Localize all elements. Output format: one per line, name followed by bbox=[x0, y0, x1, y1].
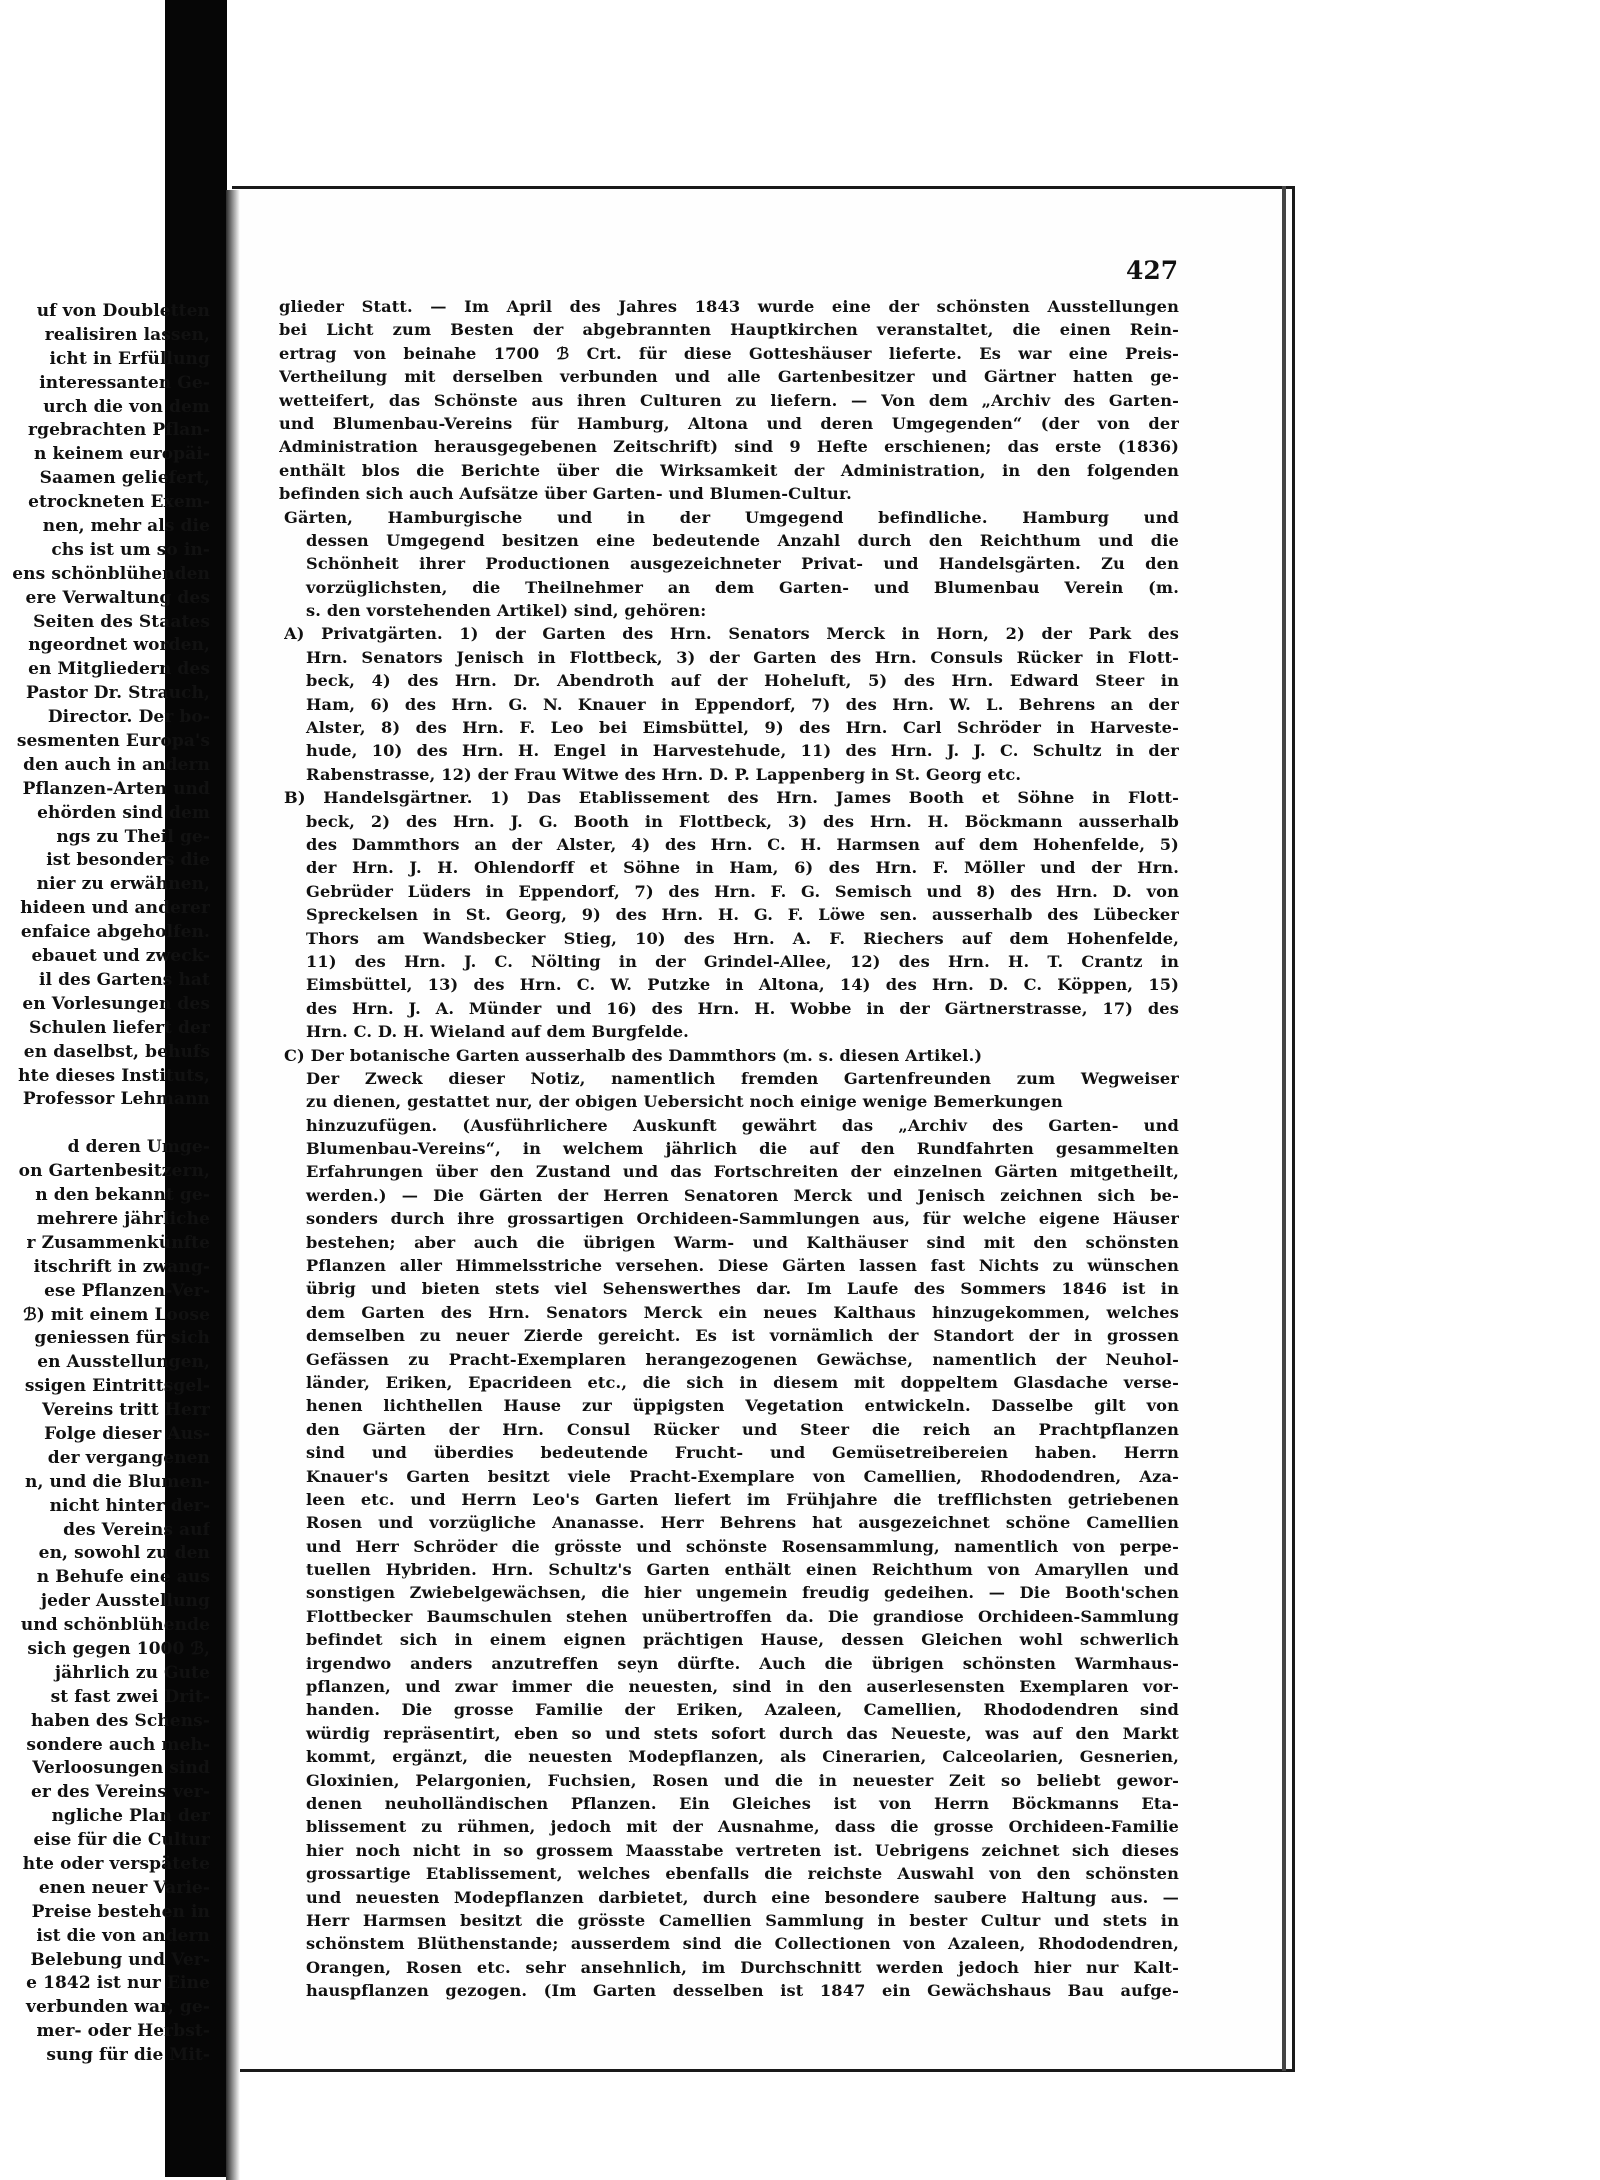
left-page-line: ngeordnet worden, bbox=[28, 635, 210, 656]
left-page-line: realisiren lassen, bbox=[44, 324, 210, 345]
left-page-line: Director. Der bo- bbox=[47, 707, 210, 728]
text-line: C) Der botanische Garten ausserhalb des Dammthors (m. s. diesen Artikel.) bbox=[284, 1045, 983, 1065]
text-line: hude, 10) des Hrn. H. Engel in Harvestehude, 11) des Hrn. J. J. C. Schultz in der bbox=[306, 741, 1179, 761]
text-line: befindet sich in einem eignen prächtigen Hause, dessen Gleichen wohl schwerlich bbox=[306, 1630, 1179, 1650]
text-line: Gebrüder Lüders in Eppendorf, 7) des Hrn. F. G. Semisch und 8) des Hrn. D. von bbox=[306, 881, 1179, 901]
text-line: schönstem Blüthenstande; ausserdem sind die Collectionen von Azaleen, Rhododendren, bbox=[306, 1934, 1179, 1954]
text-line: Ham, 6) des Hrn. G. N. Knauer in Eppendorf, 7) des Hrn. W. L. Behrens an der bbox=[306, 694, 1179, 714]
text-line: Gloxinien, Pelargonien, Fuchsien, Rosen und die in neuester Zeit so beliebt gewor- bbox=[306, 1770, 1179, 1790]
left-page-line: uf von Doubletten bbox=[36, 301, 210, 321]
left-page-line: n Behufe eine aus bbox=[36, 1567, 210, 1588]
text-line: ertrag von beinahe 1700 ℬ Crt. für diese Gotteshäuser lieferte. Es war eine Preis- bbox=[279, 343, 1179, 363]
text-line: Pflanzen aller Himmelsstriche versehen. Diese Gärten lassen fast Nichts zu wünschen bbox=[306, 1256, 1179, 1276]
text-line: Hrn. C. D. H. Wieland auf dem Burgfelde. bbox=[306, 1022, 689, 1042]
text-line: beck, 2) des Hrn. J. G. Booth in Flottbeck, 3) des Hrn. H. Böckmann ausserhalb bbox=[306, 811, 1179, 831]
text-line: Herr Harmsen besitzt die grösste Camellien Sammlung in bester Cultur und stets in bbox=[306, 1910, 1179, 1930]
left-page-line: haben des Schens- bbox=[30, 1710, 210, 1731]
text-line: Flottbecker Baumschulen stehen unübertroffen da. Die grandiose Orchideen-Sammlung bbox=[306, 1606, 1179, 1626]
text-line: Gefässen zu Pracht-Exemplaren herangezogenen Gewächse, namentlich der Neuhol- bbox=[306, 1349, 1179, 1369]
left-page-line: Vereins tritt Herr bbox=[41, 1400, 210, 1421]
left-page-line: n, und die Blumen- bbox=[24, 1471, 210, 1492]
text-line: Der Zweck dieser Notiz, namentlich fremden Gartenfreunden zum Wegweiser bbox=[306, 1068, 1179, 1088]
text-line: blissement zu rühmen, jedoch mit der Ausnahme, dass die grosse Orchideen-Familie bbox=[306, 1817, 1179, 1837]
text-line: denen neuholländischen Pflanzen. Ein Gleiches ist von Herrn Böckmanns Eta- bbox=[306, 1794, 1179, 1813]
left-page-line: ngs zu Theil ge- bbox=[56, 826, 210, 847]
text-line: werden.) — Die Gärten der Herren Senatoren Merck und Jenisch zeichnen sich be- bbox=[306, 1185, 1179, 1205]
paragraph-gap bbox=[0, 1112, 210, 1136]
text-line: und Herr Schröder die grösste und schönste Rosensammlung, namentlich von perpe- bbox=[306, 1536, 1179, 1556]
left-page-line: Seiten des Staates bbox=[33, 611, 210, 632]
left-page-line: mer- oder Herbst- bbox=[36, 2021, 210, 2042]
page-edge bbox=[1282, 186, 1286, 2071]
text-line: Blumenbau-Vereins“, in welchem jährlich die auf den Rundfahrten gesammelten bbox=[306, 1139, 1179, 1159]
left-page-line: ebauet und zweck- bbox=[31, 946, 210, 967]
left-page-line: en, sowohl zu den bbox=[38, 1543, 210, 1564]
text-line: sind und überdies bedeutende Frucht- und Gemüsetreibereien haben. Herrn bbox=[306, 1443, 1179, 1463]
left-page-line: er des Vereins ver- bbox=[30, 1782, 210, 1803]
left-page-line: en Mitgliedern des bbox=[28, 659, 210, 680]
left-page-line: Schulen liefert der bbox=[28, 1017, 210, 1038]
text-line: Hrn. Senators Jenisch in Flottbeck, 3) der Garten des Hrn. Consuls Rücker in Flott- bbox=[306, 647, 1179, 667]
text-line: vorzüglichsten, die Theilnehmer an dem Garten- und Blumenbau Verein (m. bbox=[306, 577, 1179, 597]
text-line: übrig und bieten stets viel Sehenswerthes dar. Im Laufe des Sommers 1846 ist in bbox=[306, 1279, 1179, 1299]
left-page bbox=[0, 200, 210, 2170]
left-page-line: enen neuer Varie- bbox=[38, 1877, 210, 1898]
left-page-line: hte oder verspätete bbox=[22, 1854, 210, 1874]
text-line: Rosen und vorzügliche Ananasse. Herr Behrens hat ausgezeichnet schöne Camellien bbox=[306, 1513, 1179, 1533]
left-page-line: chs ist um so in- bbox=[51, 539, 210, 560]
text-line: handen. Die grosse Familie der Eriken, Azaleen, Camellien, Rhododendren sind bbox=[306, 1700, 1179, 1720]
page-number: 427 bbox=[1126, 256, 1179, 285]
text-line: länder, Eriken, Epacrideen etc., die sich in diesem mit doppeltem Glasdache verse- bbox=[306, 1372, 1179, 1392]
text-line: Gärten, Hamburgische und in der Umgegend befindliche. Hamburg und bbox=[284, 507, 1179, 527]
left-page-line: nier zu erwähnen, bbox=[36, 874, 210, 895]
left-page-line: Belebung und Ver- bbox=[30, 1949, 210, 1970]
left-page-line: sich gegen 1000 ℬ, bbox=[27, 1638, 210, 1659]
text-line: hinzuzufügen. (Ausführlichere Auskunft gewährt das „Archiv des Garten- und bbox=[306, 1115, 1179, 1135]
text-line: der Hrn. J. H. Ohlendorff et Söhne in Ham, 6) des Hrn. F. Möller und der Hrn. bbox=[306, 858, 1179, 878]
text-line: kommt, ergänzt, die neuesten Modepflanzen, als Cinerarien, Calceolarien, Gesnerien, bbox=[306, 1747, 1179, 1767]
text-line: bestehen; aber auch die übrigen Warm- und Kalthäuser sind mit den schönsten bbox=[306, 1232, 1179, 1252]
left-page-text bbox=[0, 300, 210, 2068]
left-page-line: rgebrachten Pflan- bbox=[28, 420, 210, 441]
left-page-line: en daselbst, behufs bbox=[23, 1041, 210, 1062]
text-line: Orangen, Rosen etc. sehr ansehnlich, im Durchschnitt werden jedoch hier nur Kalt- bbox=[306, 1957, 1179, 1977]
text-line: Rabenstrasse, 12) der Frau Witwe des Hrn. D. P. Lappenberg in St. Georg etc. bbox=[306, 764, 1022, 784]
left-page-line: hideen und anderer bbox=[20, 898, 210, 919]
left-page-line: der vergangenen bbox=[47, 1447, 210, 1468]
left-page-line: ere Verwaltung des bbox=[25, 587, 210, 608]
left-page-line: en Vorlesungen des bbox=[22, 993, 210, 1014]
left-page-line: ℬ) mit einem Loose bbox=[23, 1304, 210, 1325]
left-page-line: urch die von dem bbox=[43, 396, 210, 417]
left-page-line: etrockneten Exem- bbox=[28, 492, 210, 513]
text-line: Spreckelsen in St. Georg, 9) des Hrn. H. G. F. Löwe sen. ausserhalb des Lübecker bbox=[306, 905, 1179, 925]
text-line: Eimsbüttel, 13) des Hrn. C. W. Putzke in Altona, 14) des Hrn. D. C. Köppen, 15) bbox=[306, 975, 1179, 995]
left-page-line: Preise bestehen in bbox=[31, 1901, 210, 1922]
left-page-line: hte dieses Instituts, bbox=[18, 1065, 210, 1086]
left-page-line: ngliche Plan der bbox=[51, 1806, 210, 1827]
left-page-line: ens schönblühenden bbox=[12, 563, 210, 584]
main-text-column bbox=[279, 295, 1179, 2003]
left-page-line: Professor Lehmann bbox=[22, 1089, 210, 1110]
left-page-line: verbunden war, ge- bbox=[25, 1997, 210, 2018]
left-page-line: des Vereins auf bbox=[63, 1519, 210, 1540]
text-line: B) Handelsgärtner. 1) Das Etablissement des Hrn. James Booth et Söhne in Flott- bbox=[284, 788, 1179, 808]
text-line: und Blumenbau-Vereins für Hamburg, Altona und deren Umgegenden“ (der von der bbox=[279, 413, 1179, 433]
left-page-line: sondere auch meh- bbox=[26, 1734, 210, 1755]
text-line: würdig repräsentirt, eben so und stets sofort durch das Neueste, was auf den Markt bbox=[306, 1723, 1179, 1743]
text-line: wetteifert, das Schönste aus ihren Culturen zu liefern. — Von dem „Archiv des Garten- bbox=[279, 390, 1179, 410]
text-line: den Gärten der Hrn. Consul Rücker und Steer die reich an Prachtpflanzen bbox=[306, 1419, 1179, 1439]
text-line: sonders durch ihre grossartigen Orchideen-Sammlungen aus, für welche eigene Häuser bbox=[306, 1209, 1179, 1229]
left-page-line: und schönblühende bbox=[20, 1615, 210, 1636]
left-page-line: Pflanzen-Arten und bbox=[22, 778, 210, 799]
text-line: zu dienen, gestattet nur, der obigen Uebersicht noch einige wenige Bemerkungen bbox=[306, 1092, 1063, 1112]
left-page-line: nicht hinter der- bbox=[49, 1495, 210, 1516]
text-line: Thors am Wandsbecker Stieg, 10) des Hrn. A. F. Riechers auf dem Hohenfelde, bbox=[306, 928, 1179, 948]
left-page-line: jährlich zu Gute bbox=[54, 1662, 210, 1683]
left-page-line: Pastor Dr. Strauch, bbox=[26, 683, 210, 704]
text-line: bei Licht zum Besten der abgebrannten Hauptkirchen veranstaltet, die einen Rein- bbox=[279, 320, 1179, 340]
text-line: s. den vorstehenden Artikel) sind, gehören: bbox=[306, 601, 707, 621]
left-page-line: il des Gartens hat bbox=[38, 969, 210, 990]
left-page-line: geniessen für sich bbox=[34, 1328, 210, 1349]
left-page-line: ist besonders die bbox=[46, 850, 210, 871]
left-page-line: itschrift in zwang- bbox=[33, 1256, 210, 1277]
text-line: Schönheit ihrer Productionen ausgezeichneter Privat- und Handelsgärten. Zu den bbox=[306, 554, 1179, 574]
text-line: Alster, 8) des Hrn. F. Leo bei Eimsbüttel, 9) des Hrn. Carl Schröder in Harveste- bbox=[306, 718, 1179, 738]
left-page-line: on Gartenbesitzern, bbox=[18, 1161, 210, 1182]
text-line: Vertheilung mit derselben verbunden und alle Gartenbesitzer und Gärtner hatten ge- bbox=[279, 367, 1179, 387]
gutter-shadow bbox=[226, 190, 240, 2180]
left-page-line: en Ausstellungen, bbox=[37, 1352, 210, 1373]
left-page-line: e 1842 ist nur Eine bbox=[26, 1973, 210, 1994]
left-page-line: mehrere jährliche bbox=[36, 1208, 210, 1229]
left-page-line: den auch in andern bbox=[23, 754, 210, 775]
text-line: befinden sich auch Aufsätze über Garten- und Blumen-Cultur. bbox=[279, 484, 852, 504]
left-page-line: ist die von andern bbox=[36, 1925, 210, 1946]
text-line: des Hrn. J. A. Münder und 16) des Hrn. H. Wobbe in der Gärtnerstrasse, 17) des bbox=[306, 998, 1179, 1018]
left-page-line: jeder Ausstellung bbox=[40, 1591, 210, 1612]
left-page-line: Folge dieser Aus- bbox=[44, 1423, 210, 1444]
text-line: 11) des Hrn. J. C. Nölting in der Grindel-Allee, 12) des Hrn. H. T. Crantz in bbox=[306, 951, 1179, 971]
left-page-line: ssigen Eintrittsgel- bbox=[24, 1376, 210, 1397]
text-line: des Dammthors an der Alster, 4) des Hrn. C. H. Harmsen auf dem Hohenfelde, 5) bbox=[306, 834, 1179, 854]
text-line: Knauer's Garten besitzt viele Pracht-Exemplare von Camellien, Rhododendren, Aza- bbox=[306, 1466, 1179, 1486]
text-line: Erfahrungen über den Zustand und das Fortschreiten der einzelnen Gärten mitgetheilt, bbox=[306, 1162, 1179, 1182]
text-line: hier noch nicht in so grossem Maasstabe vertreten ist. Uebrigens zeichnet sich dieses bbox=[306, 1840, 1179, 1860]
left-page-line: eise für die Cultur bbox=[33, 1830, 210, 1851]
left-page-line: n den bekannt ge- bbox=[35, 1185, 210, 1206]
left-page-line: Saamen geliefert, bbox=[39, 468, 210, 489]
left-page-line: sesmenten Europa's bbox=[16, 731, 210, 752]
left-page-line: nen, mehr als die bbox=[42, 516, 210, 537]
text-line: glieder Statt. — Im April des Jahres 1843 wurde eine der schönsten Ausstellungen bbox=[279, 297, 1179, 316]
text-line: beck, 4) des Hrn. Dr. Abendroth auf der Hoheluft, 5) des Hrn. Edward Steer in bbox=[306, 671, 1179, 691]
left-page-line: icht in Erfüllung bbox=[49, 348, 210, 369]
text-line: A) Privatgärten. 1) der Garten des Hrn. Senators Merck in Horn, 2) der Park des bbox=[284, 624, 1179, 644]
left-page-line: ese Pflanzen-Ver- bbox=[44, 1280, 210, 1301]
text-line: tuellen Hybriden. Hrn. Schultz's Garten enthält einen Reichthum von Amaryllen und bbox=[306, 1560, 1179, 1580]
left-page-line: n keinem europäi- bbox=[34, 444, 210, 465]
text-line: Administration herausgegebenen Zeitschrift) sind 9 Hefte erschienen; das erste (1836) bbox=[279, 437, 1179, 457]
text-line: enthält blos die Berichte über die Wirksamkeit der Administration, in den folgenden bbox=[279, 460, 1179, 480]
left-page-line: d deren Umge- bbox=[67, 1137, 210, 1158]
text-line: henen lichthellen Hause zur üppigsten Vegetation entwickeln. Dasselbe gilt von bbox=[306, 1396, 1179, 1416]
text-line: dessen Umgegend besitzen eine bedeutende Anzahl durch den Reichthum und die bbox=[306, 530, 1179, 550]
left-page-line: interessanten Ge- bbox=[39, 372, 210, 393]
text-line: sonstigen Zwiebelgewächsen, die hier ungemein freudig gedeihen. — Die Booth'schen bbox=[306, 1583, 1179, 1603]
text-line: grossartige Etablissement, welches ebenfalls die reichste Auswahl von den schönsten bbox=[306, 1864, 1179, 1884]
left-page-line: st fast zwei Drit- bbox=[50, 1686, 210, 1707]
text-line: pflanzen, und zwar immer die neuesten, sind in den auserlesensten Exemplaren vor- bbox=[306, 1677, 1179, 1697]
text-line: hauspflanzen gezogen. (Im Garten desselben ist 1847 ein Gewächshaus Bau aufge- bbox=[306, 1981, 1179, 2001]
text-line: irgendwo anders anzutreffen seyn dürfte. Auch die übrigen schönsten Warmhaus- bbox=[306, 1653, 1179, 1673]
text-line: dem Garten des Hrn. Senators Merck ein neues Kalthaus hinzugekommen, welches bbox=[306, 1302, 1179, 1322]
text-line: demselben zu neuer Zierde gereicht. Es ist vornämlich der Standort der in grossen bbox=[306, 1326, 1179, 1346]
text-line: leen etc. und Herrn Leo's Garten liefert im Frühjahre die trefflichsten getriebenen bbox=[306, 1489, 1179, 1509]
left-page-line: sung für die Mit- bbox=[46, 2045, 210, 2066]
left-page-line: Verloosungen sind bbox=[32, 1758, 210, 1779]
left-page-line: ehörden sind dem bbox=[37, 802, 210, 823]
left-page-line: r Zusammenkünfte bbox=[26, 1232, 210, 1253]
text-line: und neuesten Modepflanzen darbietet, durch eine besondere saubere Haltung aus. — bbox=[306, 1887, 1179, 1907]
left-page-line: enfaice abgeholfen. bbox=[20, 922, 210, 943]
